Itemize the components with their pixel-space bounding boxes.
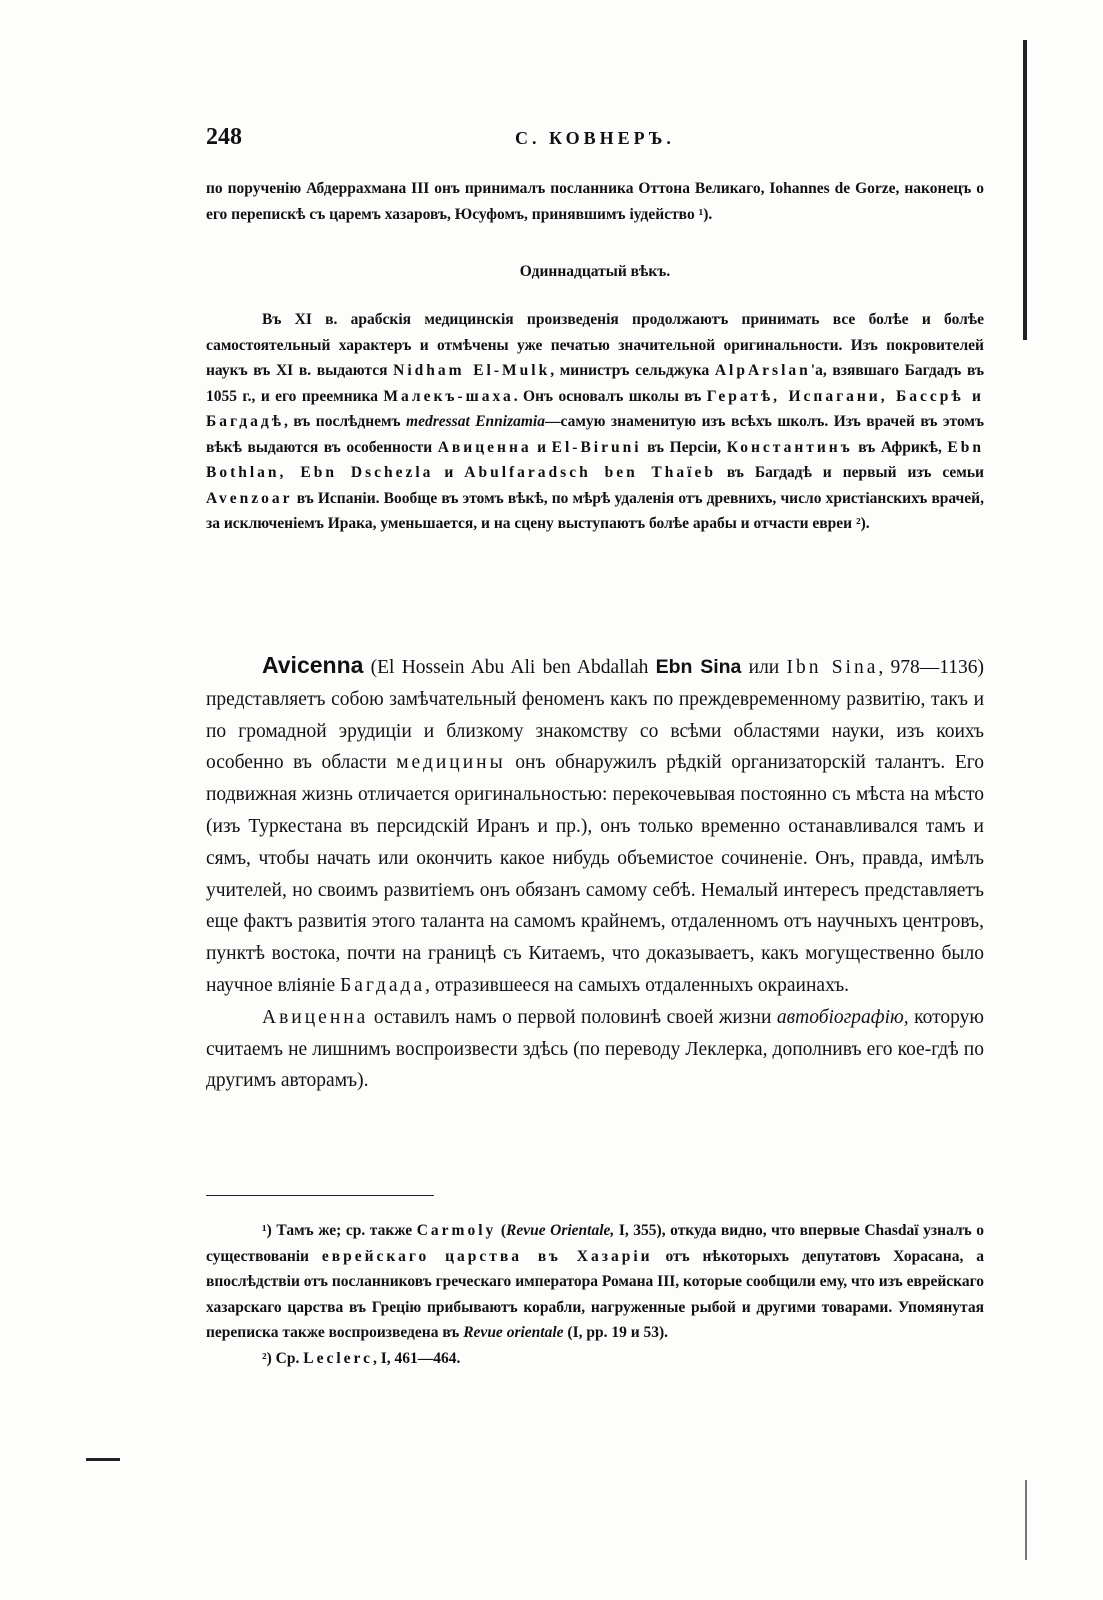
spaced-term: медицины <box>396 752 506 774</box>
running-head: С. КОВНЕРЪ. <box>515 128 675 148</box>
page-header <box>206 124 984 158</box>
spaced-name: Nidham El-Mulk <box>393 362 551 379</box>
footnote-2: ²) Ср. Leclerc, I, 461—464. <box>262 1349 461 1367</box>
avicenna-paragraph-1: Avicenna (El Hossein Abu Ali ben Abdallah Ebn Sina или Ibn Sina, 978—1136) представляетъ собою замѣчательный феноменъ какъ по преждевременному развитію, такъ и по громадной эрудиціи и близкому знакомству со всѣми областями науки, изъ коихъ особенно въ области медицины онъ обнаружилъ рѣдкій организаторскій талантъ. Его подвижная жизнь отличается оригинальностью: перекочевывая постоянно съ мѣста на мѣсто (изъ Туркестана въ персидскій Иранъ и пр.), онъ только временно останавливался тамъ и сямъ, чтобы начать или окончить какое нибудь объемистое сочиненіе. Онъ, правда, имѣлъ учителей, но своимъ развитіемъ онъ обязанъ самому себѣ. Немалый интересъ представляетъ еще фактъ развитія этого таланта на самомъ крайнемъ, отдаленномъ отъ научныхъ центровъ, пунктѣ востока, почти на границѣ съ Китаемъ, что доказываетъ, какъ могущественно было научное вліяніе Багдада, отразившееся на самыхъ отдаленныхъ окраинахъ. <box>206 652 985 996</box>
bold-term: Ebn Sina <box>655 656 742 678</box>
spaced-name: Гератѣ, Испагани, Бассрѣ и Багдадѣ <box>206 387 984 430</box>
section-heading: Одиннадцатый вѣкъ. <box>519 263 671 280</box>
spaced-name: Leclerc <box>303 1349 374 1367</box>
spaced-name: Carmoly <box>416 1222 497 1239</box>
edge-mark <box>86 1458 120 1461</box>
spaced-name: Abulfaradsch ben Thaïeb <box>464 464 716 481</box>
spaced-name: El-Biruni <box>551 438 642 456</box>
section-paragraph: Въ XI в. арабскія медицинскія произведенія продолжаютъ принимать все болѣе и болѣе самостоятельный характеръ и отмѣчены уже печатью значительной оригинальности. Изъ покровителей наукъ въ XI в. выдаются Nidham El-Mulk, министръ сельджука AlpArslan'а, взявшаго Багдадъ въ 1055 г., и его преемника Малекъ-шаха. Онъ основалъ школы въ Гератѣ, Испагани, Бассрѣ и Багдадѣ, въ послѣднемъ medressat Ennizamia—самую знаменитую изъ всѣхъ школъ. Изъ врачей въ этомъ вѣкѣ выдаются въ особенности Авиценна и El-Biruni въ Персіи, Константинъ въ Африкѣ, Ebn Bothlan, Ebn Dschezla и Abulfaradsch ben Thaïeb въ Багдадѣ и первый изъ семьи Avenzoar въ Испаніи. Вообще въ этомъ вѣкѣ, по мѣрѣ удаленія отъ древнихъ, число христіанскихъ врачей, за исключеніемъ Ирака, уменьшается, и на сцену выступаютъ болѣе арабы и отчасти евреи ²). <box>206 311 985 532</box>
spaced-name: Багдада <box>340 974 426 996</box>
spaced-name: Ebn Bothlan, Ebn Dschezla <box>206 438 984 481</box>
spaced-name: Константинъ <box>726 438 853 456</box>
italic-term: medressat Ennizamia <box>406 413 545 430</box>
spaced-name: Avenzoar <box>206 489 293 507</box>
intro-paragraph: по порученію Абдеррахмана III онъ принималъ посланника Оттона Великаго, Iohannes de Gorze, наконецъ о его перепискѣ съ царемъ хазаровъ, Юсуфомъ, принявшимъ іудейство ¹). <box>206 180 984 223</box>
footnote-rule <box>206 1195 434 1196</box>
spaced-name: AlpArslan <box>714 362 811 379</box>
spaced-name: Малекъ-шаха <box>383 387 514 405</box>
italic-term: автобіографію, <box>776 1006 909 1028</box>
spaced-term: еврейскаго царства въ Хазаріи <box>321 1247 653 1265</box>
margin-rule <box>1023 40 1027 340</box>
margin-rule-lower <box>1025 1480 1027 1560</box>
avicenna-section <box>206 650 984 1097</box>
avicenna-paragraph-2: Авиценна оставилъ намъ о первой половинѣ своей жизни автобіографію, которую считаемъ не лишнимъ воспроизвести здѣсь (по переводу Леклерка, дополнивъ его кое-гдѣ по другимъ авторамъ). <box>206 1006 984 1092</box>
footnotes <box>206 1218 984 1371</box>
spaced-name: Авиценна <box>262 1006 369 1028</box>
footnote-1: ¹) Тамъ же; ср. также Carmoly (Revue Orientale, I, 355), откуда видно, что впервые Chasdaï узналъ о существованіи еврейскаго царства въ Хазаріи отъ нѣкоторыхъ депутатовъ Хорасана, а впослѣдствіи отъ посланниковъ греческаго императора Романа III, которые сообщили ему, что изъ еврейскаго хазарскаго царства въ Грецію прибываютъ корабли, нагруженные рыбой и другими товарами. Упомянутая переписка также воспроизведена въ Revue orientale (I, pp. 19 и 53). <box>206 1222 984 1341</box>
spaced-name: Ibn Sina <box>786 657 879 678</box>
italic-term: Revue orientale <box>463 1324 564 1341</box>
page-number: 248 <box>206 124 242 150</box>
lead-term: Avicenna <box>262 652 364 678</box>
italic-term: Revue Orientale, <box>505 1222 615 1239</box>
spaced-name: Авиценна <box>437 438 532 456</box>
